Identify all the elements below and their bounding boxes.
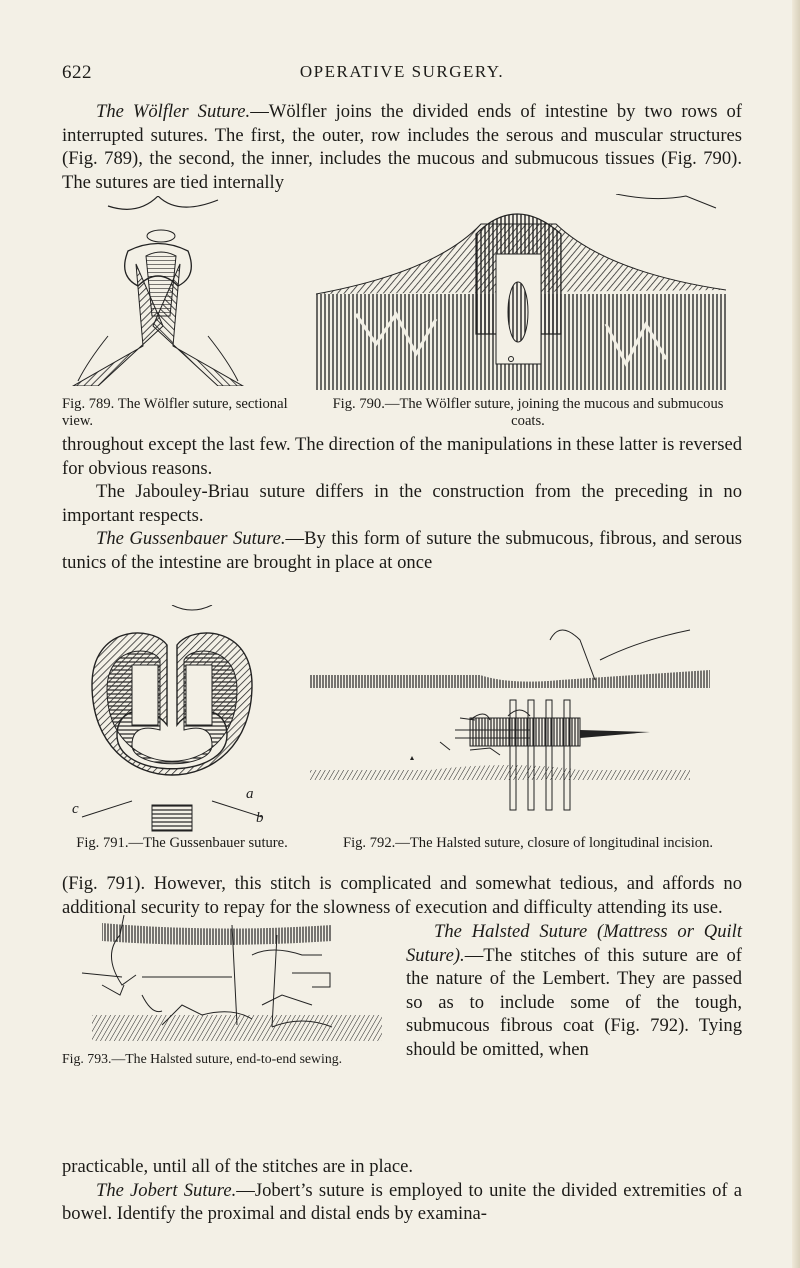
page-number: 622 xyxy=(62,62,92,83)
paragraph-continuation: throughout except the last few. The direction of the manipulations in these latter is reversed for obvious reasons. xyxy=(62,434,742,479)
figure-792 xyxy=(310,620,742,830)
figure-789 xyxy=(68,196,248,386)
figure-793-caption-text: Fig. 793.—The Halsted suture, end-to-end sewing. xyxy=(62,1051,343,1066)
figure-793-caption xyxy=(62,1050,402,1067)
figure-791-label-c: c xyxy=(72,801,79,817)
figure-791-caption-text: Fig. 791.—The Gussenbauer suture. xyxy=(76,835,288,851)
gussenbauer-continued-text: (Fig. 791). However, this stitch is complicated and somewhat tedious, and affords no additional security to repay for the slowness of execution and difficulty attending its use. xyxy=(62,873,742,918)
page-edge-shadow xyxy=(792,0,800,1268)
wolfler-heading: The Wölfler Suture. xyxy=(96,101,251,122)
figure-790-illustration xyxy=(316,194,726,390)
figure-792-illustration xyxy=(310,620,742,830)
page-header xyxy=(62,62,742,92)
paragraph-halsted xyxy=(406,920,742,1062)
figure-789-caption xyxy=(62,396,302,430)
paragraph-block-final xyxy=(62,1155,742,1226)
figure-792-caption-text: Fig. 792.—The Halsted suture, closure of longitudinal incision. xyxy=(342,835,714,851)
jobert-text: —Jobert’s suture is employed to unite the divided extremities of a bowel. Identify the proximal and distal ends by examina- xyxy=(62,1179,742,1225)
figure-792-caption xyxy=(318,835,738,852)
figure-791-label-a: a xyxy=(246,786,254,802)
paragraph-gussenbauer-continued xyxy=(62,872,742,919)
halsted-heading: The Halsted Suture xyxy=(434,921,588,942)
figure-793 xyxy=(62,915,396,1045)
halsted-heading-paren: (Mattress or Quilt Suture). xyxy=(406,921,742,966)
figure-790-caption-text: Fig. 790.—The Wölfler suture, joining the mucous and submucous coats. xyxy=(332,396,724,429)
running-title: OPERATIVE SURGERY. xyxy=(299,62,505,81)
paragraph-wolfler xyxy=(62,100,742,194)
figure-789-caption-text: Fig. 789. The Wölfler suture, sectional view. xyxy=(62,396,288,429)
gussenbauer-heading: The Gussenbauer Suture. xyxy=(96,528,286,550)
wolfler-text: —Wölfler joins the divided ends of intestine by two rows of interrupted sutures. The first, the outer, row includes the serous and muscular structures (Fig. 789), the second, the inner, includes the mucous and submucous tissues (Fig. 790). The sutures are tied internally xyxy=(62,101,742,193)
figure-793-illustration xyxy=(62,915,396,1045)
figure-791-illustration xyxy=(72,605,272,835)
halsted-text: —The stitches of this suture are of the nature of the Lembert. They are passed so as to include some of the tough, submucous fibrous coat (Fig. 792). Tying should be omitted, when xyxy=(406,944,742,1060)
jobert-heading: The Jobert Suture. xyxy=(96,1179,237,1201)
paragraph-block-2 xyxy=(62,433,742,575)
figure-791 xyxy=(72,605,272,835)
jabouley-text: The Jabouley-Briau suture differs in the construction from the preceding in no important respects. xyxy=(62,481,742,526)
figure-790 xyxy=(316,194,726,390)
figure-791-caption xyxy=(62,835,302,852)
gussenbauer-text: —By this form of suture the submucous, fibrous, and serous tunics of the intestine are brought in place at once xyxy=(62,528,742,573)
figure-789-illustration xyxy=(68,196,248,386)
figure-790-caption xyxy=(316,396,740,430)
figure-791-label-b: b xyxy=(256,810,264,826)
halsted-continued-text: practicable, until all of the stitches are in place. xyxy=(62,1156,414,1177)
